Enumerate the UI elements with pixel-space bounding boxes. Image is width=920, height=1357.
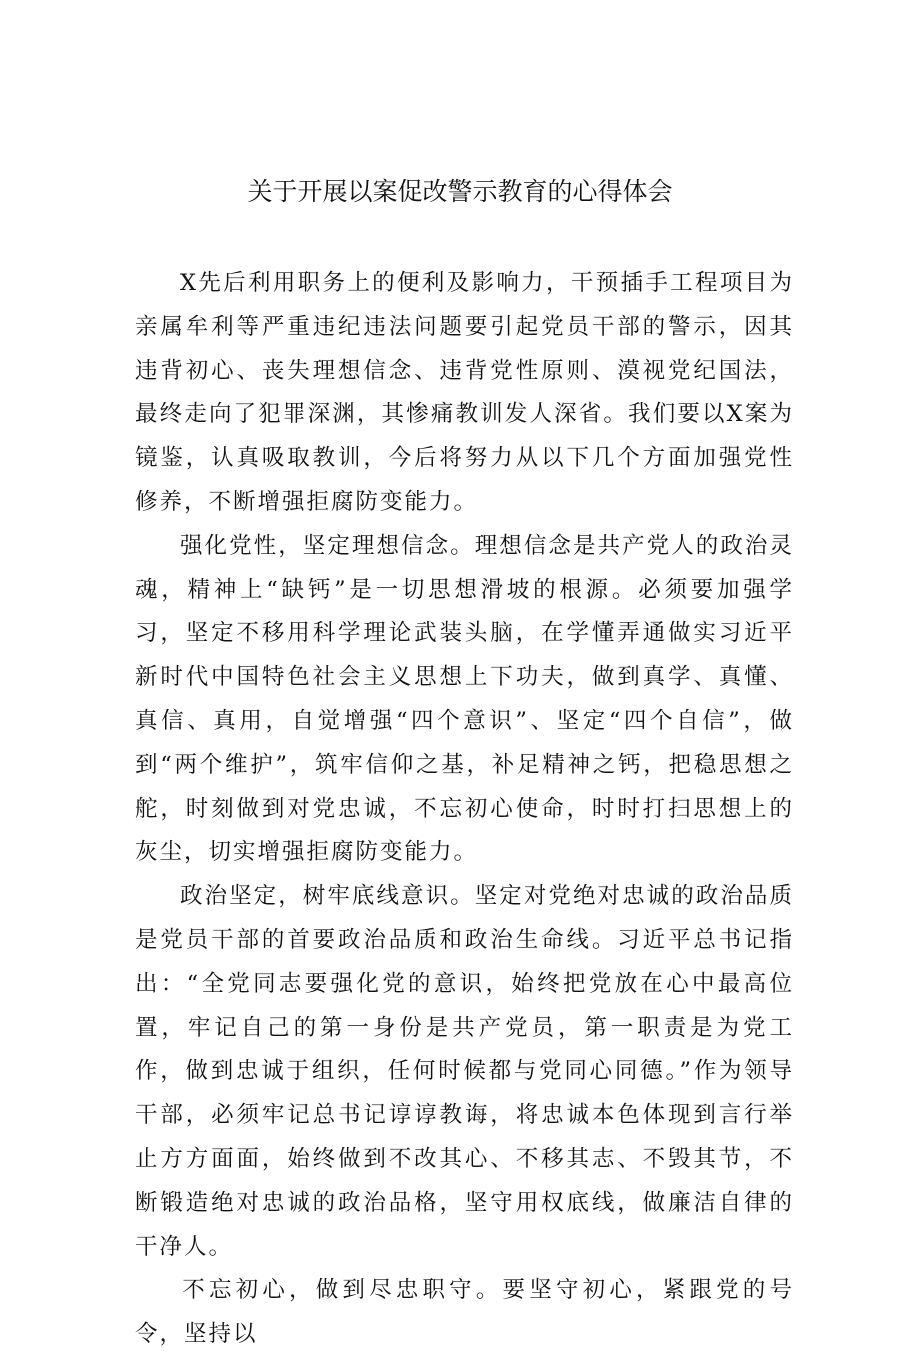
- paragraph-3: 政治坚定，树牢底线意识。坚定对党绝对忠诚的政治品质是党员干部的首要政治品质和政治生命线。习近平总书记指出：“全党同志要强化党的意识，始终把党放在心中最高位置，牢记自己的第一身份是共产党员，第一职责是为党工作，做到忠诚于组织，任何时候都与党同心同德。”作为领导干部，必须牢记总书记谆谆教诲，将忠诚本色体现到言行举止方方面面，始终做到不改其心、不移其志、不毁其节，不断锻造绝对忠诚的政治品格，坚守用权底线，做廉洁自律的干净人。: [135, 883, 794, 1260]
- paragraph-4: 不忘初心，做到尽忠职守。要坚守初心，紧跟党的号令，坚持以: [135, 1277, 794, 1348]
- document-title: 关于开展以案促改警示教育的心得体会: [247, 177, 673, 206]
- paragraph-2: 强化党性，坚定理想信念。理想信念是共产党人的政治灵魂，精神上“缺钙”是一切思想滑坡的根源。必须要加强学习，坚定不移用科学理论武装头脑，在学懂弄通做实习近平新时代中国特色社会主义思想上下功夫，做到真学、真懂、真信、真用，自觉增强“四个意识”、坚定“四个自信”，做到“两个维护”，筑牢信仰之基，补足精神之钙，把稳思想之舵，时刻做到对党忠诚，不忘初心使命，时时打扫思想上的灰尘，切实增强拒腐防变能力。: [135, 532, 794, 866]
- paragraph-1: X先后利用职务上的便利及影响力，干预插手工程项目为亲属牟利等严重违纪违法问题要引起党员干部的警示，因其违背初心、丧失理想信念、违背党性原则、漠视党纪国法，最终走向了犯罪深渊，其惨痛教训发人深省。我们要以X案为镜鉴，认真吸取教训，今后将努力从以下几个方面加强党性修养，不断增强拒腐防变能力。: [135, 270, 794, 515]
- document-body: [135, 262, 794, 1357]
